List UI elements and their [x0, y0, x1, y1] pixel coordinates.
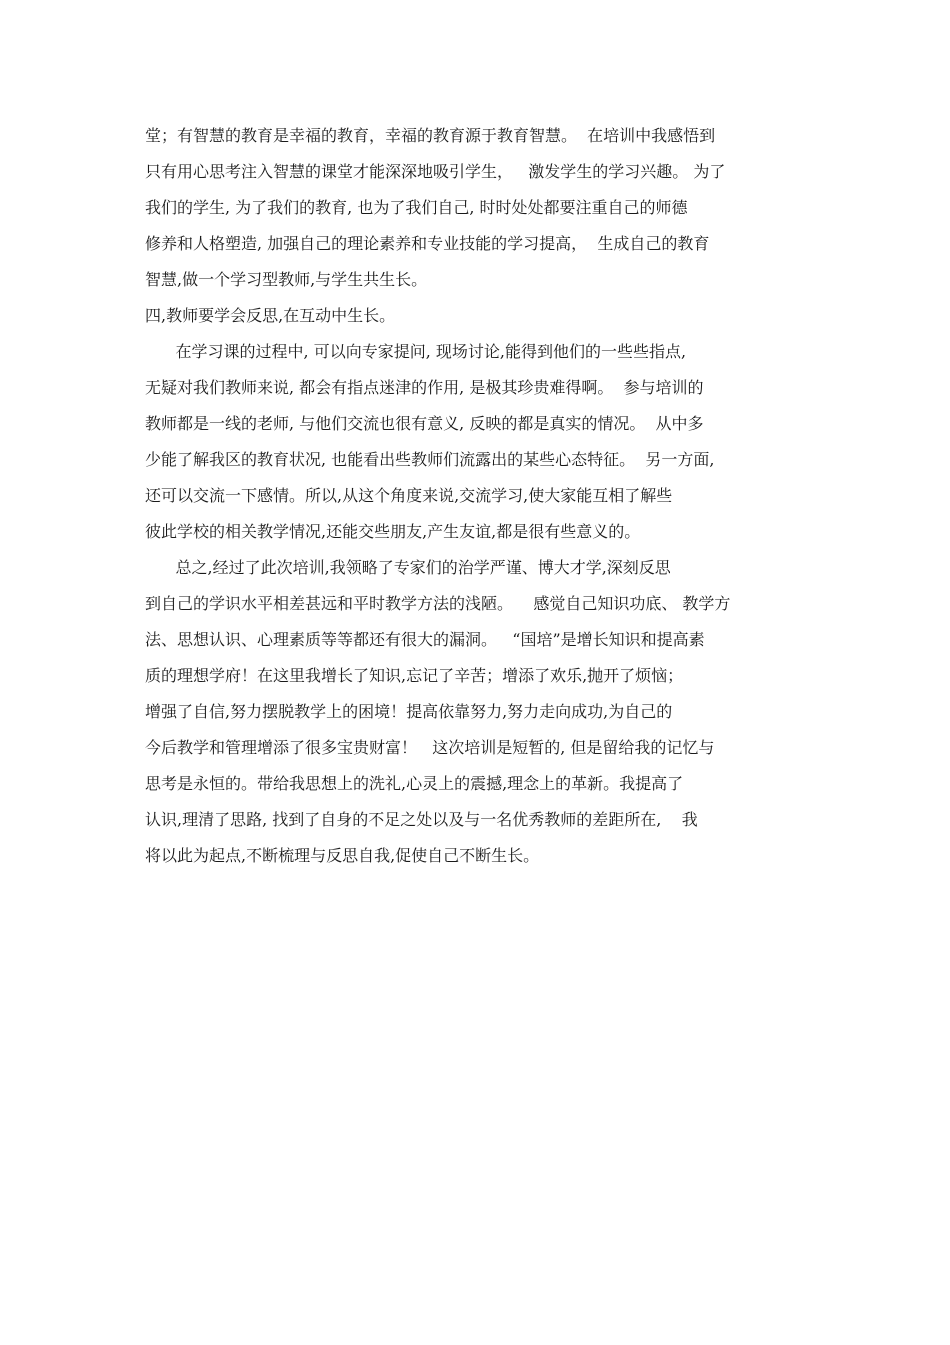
text-line: 少能了解我区的教育状况, 也能看出些教师们流露出的某些心态特征。 另一方面,: [145, 450, 715, 469]
text-line: 今后教学和管理增添了很多宝贵财富！ 这次培训是短暂的, 但是留给我的记忆与: [145, 738, 715, 757]
text-line: 增强了自信,努力摆脱教学上的困境！提高依靠努力,努力走向成功,为自己的: [145, 702, 673, 721]
text-line: 彼此学校的相关教学情况,还能交些朋友,产生友谊,都是很有些意义的。: [145, 522, 641, 541]
section-heading: 四,教师要学会反思,在互动中生长。: [145, 306, 396, 325]
text-line: 总之,经过了此次培训,我领略了专家们的治学严谨、博大才学,深刻反思: [145, 558, 671, 577]
text-line: 只有用心思考注入智慧的课堂才能深深地吸引学生， 激发学生的学习兴趣。 为了: [145, 162, 726, 181]
body-text: [145, 124, 810, 880]
text-line: 教师都是一线的老师, 与他们交流也很有意义, 反映的都是真实的情况。 从中多: [145, 414, 704, 433]
text-line: 修养和人格塑造, 加强自己的理论素养和专业技能的学习提高， 生成自己的教育: [145, 234, 710, 253]
text-line: 将以此为起点,不断梳理与反思自我,促使自己不断生长。: [145, 846, 540, 865]
text-line: 在学习课的过程中, 可以向专家提问, 现场讨论,能得到他们的一些些指点,: [145, 342, 687, 361]
text-line: 还可以交流一下感情。所以,从这个角度来说,交流学习,使大家能互相了解些: [145, 486, 673, 505]
text-line: 认识,理清了思路, 找到了自身的不足之处以及与一名优秀教师的差距所在, 我: [145, 810, 698, 829]
text-line: 思考是永恒的。带给我思想上的洗礼,心灵上的震撼,理念上的革新。我提高了: [145, 774, 684, 793]
text-line: 堂；有智慧的教育是幸福的教育，幸福的教育源于教育智慧。 在培训中我感悟到: [145, 126, 716, 145]
text-line: 无疑对我们教师来说, 都会有指点迷津的作用, 是极其珍贵难得啊。 参与培训的: [145, 378, 704, 397]
text-line: 我们的学生, 为了我们的教育, 也为了我们自己, 时时处处都要注重自己的师德: [145, 198, 688, 217]
text-line: 法、思想认识、心理素质等等都还有很大的漏洞。 “国培”是增长知识和提高素: [145, 630, 705, 649]
text-line: 智慧,做一个学习型教师,与学生共生长。: [145, 270, 428, 289]
text-line: 到自己的学识水平相差甚远和平时教学方法的浅陋。 感觉自己知识功底、 教学方: [145, 594, 731, 613]
text-line: 质的理想学府！在这里我增长了知识,忘记了辛苦；增添了欢乐,抛开了烦恼；: [145, 666, 684, 685]
